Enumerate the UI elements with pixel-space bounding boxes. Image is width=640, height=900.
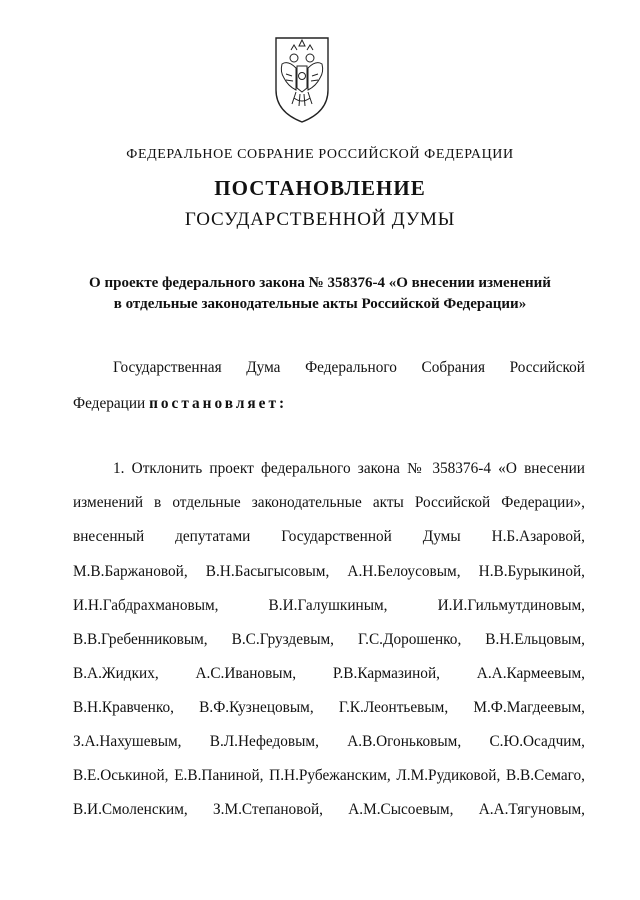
paragraph-line: В.В.Гребенниковым, В.С.Груздевым, Г.С.Дорошенко, В.Н.Ельцовым, — [73, 631, 585, 648]
document-subtitle: ГОСУДАРСТВЕННОЙ ДУМЫ — [184, 209, 456, 230]
paragraph-line: внесенный депутатами Государственной Думы Н.Б.Азаровой, — [73, 528, 585, 545]
paragraph-line: В.Е.Оськиной, Е.В.Паниной, П.Н.Рубежанским, Л.М.Рудиковой, В.В.Семаго, — [73, 767, 585, 784]
coat-of-arms-emblem — [272, 34, 332, 126]
document-title: ПОСТАНОВЛЕНИЕ — [214, 176, 426, 200]
federal-assembly-heading: ФЕДЕРАЛЬНОЕ СОБРАНИЕ РОССИЙСКОЙ ФЕДЕРАЦИИ — [126, 147, 514, 162]
paragraph-line: В.И.Смоленским, З.М.Степановой, А.М.Сысоевым, А.А.Тягуновым, — [73, 801, 585, 818]
preamble-subject: Федерации — [73, 395, 150, 412]
paragraph-line: изменений в отдельные законодательные акты Российской Федерации», — [73, 494, 585, 511]
paragraph-line: 1. Отклонить проект федерального закона № 358376-4 «О внесении — [113, 460, 585, 477]
paragraph-line: В.А.Жидких, А.С.Ивановым, Р.В.Кармазиной, А.А.Кармеевым, — [73, 665, 585, 682]
paragraph-line: М.В.Баржановой, В.Н.Басыгысовым, А.Н.Белоусовым, Н.В.Бурыкиной, — [73, 563, 585, 580]
paragraph-line: З.А.Нахушевым, В.Л.Нефедовым, А.В.Огоньковым, С.Ю.Осадчим, — [73, 733, 585, 750]
paragraph-line: И.Н.Габдрахмановым, В.И.Галушкиным, И.И.Гильмутдиновым, — [73, 597, 585, 614]
preamble-line: Государственная Дума Федерального Собрания Российской — [113, 359, 585, 376]
paragraph-line: В.Н.Кравченко, В.Ф.Кузнецовым, Г.К.Леонтьевым, М.Ф.Магдеевым, — [73, 699, 585, 716]
decision-word: постановляет: — [149, 395, 288, 412]
law-title-line: в отдельные законодательные акты Российской Федерации» — [113, 296, 527, 312]
preamble-line — [73, 394, 585, 414]
law-title-line: О проекте федерального закона № 358376-4 «О внесении изменений — [89, 275, 551, 291]
law-title — [70, 273, 570, 315]
